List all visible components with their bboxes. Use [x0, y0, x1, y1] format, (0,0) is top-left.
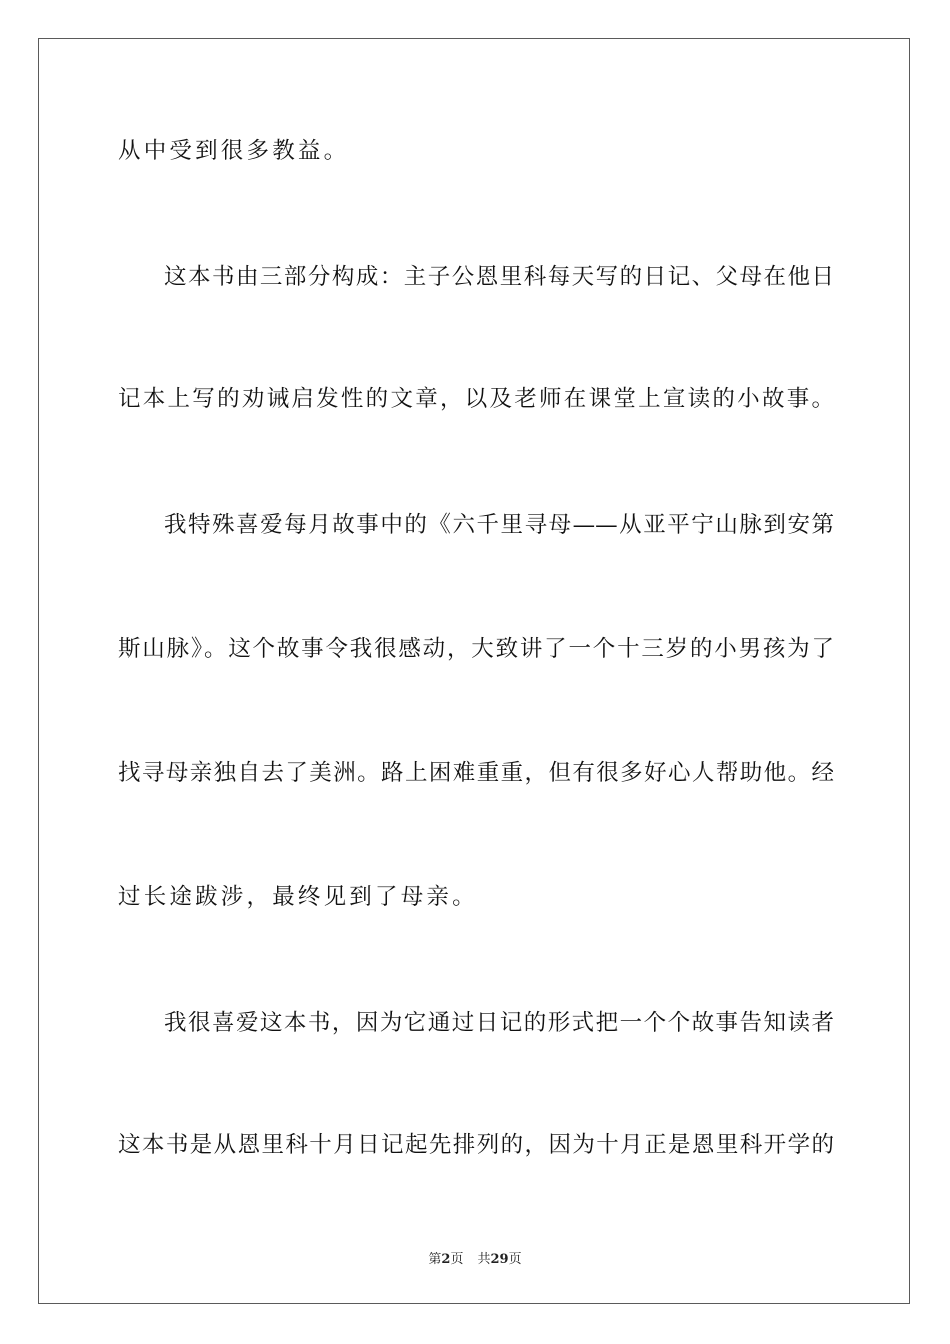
text-line: 我很喜爱这本书，因为它通过日记的形式把一个个故事告知读者 [164, 1010, 834, 1036]
page-footer [0, 1248, 950, 1267]
text-line: 记本上写的劝诫启发性的文章，以及老师在课堂上宣读的小故事。 [118, 386, 834, 412]
page-border [38, 38, 910, 1304]
total-prefix: 共 [477, 1252, 491, 1267]
text-line: 这本书由三部分构成：主子公恩里科每天写的日记、父母在他日 [164, 264, 834, 290]
text-line: 我特殊喜爱每月故事中的《六千里寻母——从亚平宁山脉到安第 [164, 512, 834, 538]
page-prefix: 第 [428, 1252, 442, 1267]
text-line: 从中受到很多教益。 [118, 138, 350, 164]
total-suffix: 页 [508, 1252, 522, 1267]
text-line: 斯山脉》。这个故事令我很感动，大致讲了一个十三岁的小男孩为了 [118, 636, 834, 662]
total-pages: 29 [490, 1252, 509, 1267]
text-line: 找寻母亲独自去了美洲。路上困难重重，但有很多好心人帮助他。经 [118, 760, 834, 786]
text-line: 这本书是从恩里科十月日记起先排列的，因为十月正是恩里科开学的 [118, 1132, 834, 1158]
page-suffix: 页 [450, 1252, 464, 1267]
text-line: 过长途跋涉，最终见到了母亲。 [118, 884, 478, 910]
page-number: 2 [441, 1252, 451, 1267]
